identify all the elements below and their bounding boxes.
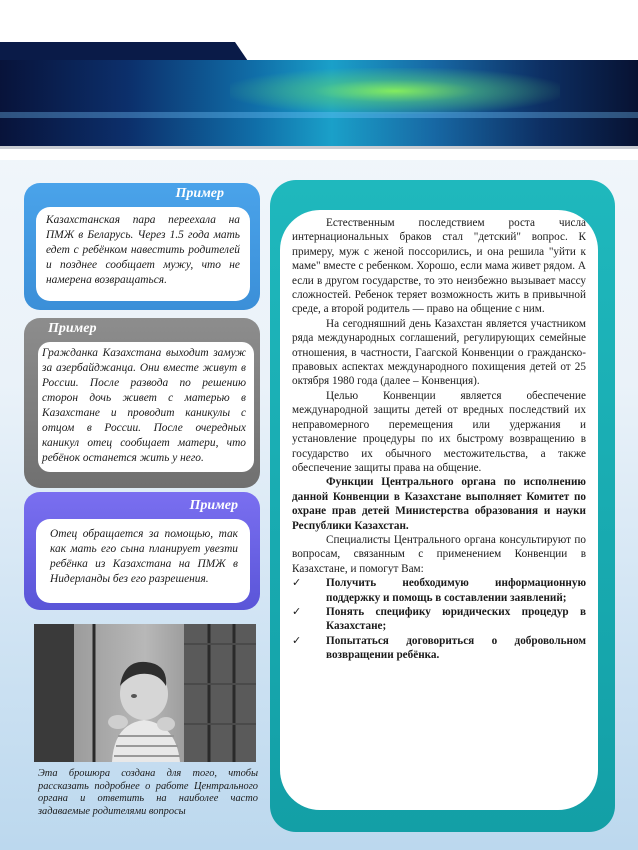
example-text: Казахстанская пара переехала на ПМЖ в Беларусь. Через 1.5 года мать едет с ребёнком навестить родителей и позднее сообщает мужу, что не намерена возвращаться. xyxy=(36,207,250,301)
example-text: Гражданка Казахстана выходит замуж за азербайджанца. Они вместе живут в России. После развода по решению сторон дочь живет с матерью в Казахстане и проводит каникулы с отцом в России. После очередных каникул отец сообщает матери, что ребёнок останется жить у него. xyxy=(38,342,254,472)
list-item-text: Попытаться договориться о добровольном возвращении ребёнка. xyxy=(326,634,586,662)
banner-glow xyxy=(230,68,560,114)
list-item xyxy=(292,605,586,634)
paragraph-goal: Целью Конвенции является обеспечение международной защиты детей от вредных последствий их неправомерного перемещения или удержания и установление процедуры по их быстрому возвращению в государство их обычного местожительства, а также обеспечение защиты права на общение. xyxy=(292,389,586,474)
main-panel xyxy=(270,180,615,832)
banner-divider xyxy=(0,146,638,149)
list-item-text: Получить необходимую информационную поддержку и помощь в составлении заявлений; xyxy=(326,577,586,604)
banner-stripe xyxy=(0,112,638,118)
main-text xyxy=(292,216,586,663)
list-item xyxy=(292,576,586,605)
checkmark-icon: ✓ xyxy=(292,605,302,618)
header-banner xyxy=(0,0,638,160)
paragraph-central-body: Функции Центрального органа по исполнению данной Конвенции в Казахстане выполняет Комитет по охране прав детей Министерства образования и науки Республики Казахстан. xyxy=(292,476,586,532)
checkmark-icon: ✓ xyxy=(292,577,302,590)
example-title: Пример xyxy=(48,321,97,336)
checkmark-icon: ✓ xyxy=(292,634,302,647)
main-panel-inner xyxy=(280,210,598,810)
list-item-text: Понять специфику юридических процедур в Казахстане; xyxy=(326,605,586,633)
example-text: Отец обращается за помощью, так как мать его сына планирует увезти ребёнка из Казахстана на ПМЖ в Нидерланды без его разрешения. xyxy=(36,519,250,603)
example-title: Пример xyxy=(189,498,238,513)
list-item xyxy=(292,634,586,663)
paragraph-specialists: Специалисты Центрального органа консультируют по вопросам, связанным с применением Конвенции в Казахстане, и помогут Вам: xyxy=(292,533,586,575)
paragraph-agreements: На сегодняшний день Казахстан является участником ряда международных соглашений, регулирующих семейные отношения, в частности, Гаагской Конвенции о гражданско-правовых аспектах международного похищения детей от 25 октября 1980 года (далее – Конвенция). xyxy=(292,317,586,388)
example-card-3 xyxy=(24,492,260,610)
paragraph-intro: Естественным последствием роста числа интернациональных браков стал "детский" вопрос. К примеру, муж с женой поссорились, и она решила "уйти к маме" вместе с ребенком. Хорошо, если мама живет рядом. А если в другом государстве, то это неизбежно вызывает массу сложностей. Ребенок теряет возможность жить в привычной среде, а второй родитель — право на общение с ним. xyxy=(292,217,586,316)
child-at-window-photo xyxy=(34,624,256,762)
example-card-2 xyxy=(24,318,260,488)
example-title: Пример xyxy=(175,186,224,201)
brochure-caption: Эта брошюра создана для того, чтобы рассказать подробнее о работе Центрального органа и ответить на наиболее часто задаваемые родителями вопросы xyxy=(38,768,258,817)
example-card-1 xyxy=(24,183,260,310)
